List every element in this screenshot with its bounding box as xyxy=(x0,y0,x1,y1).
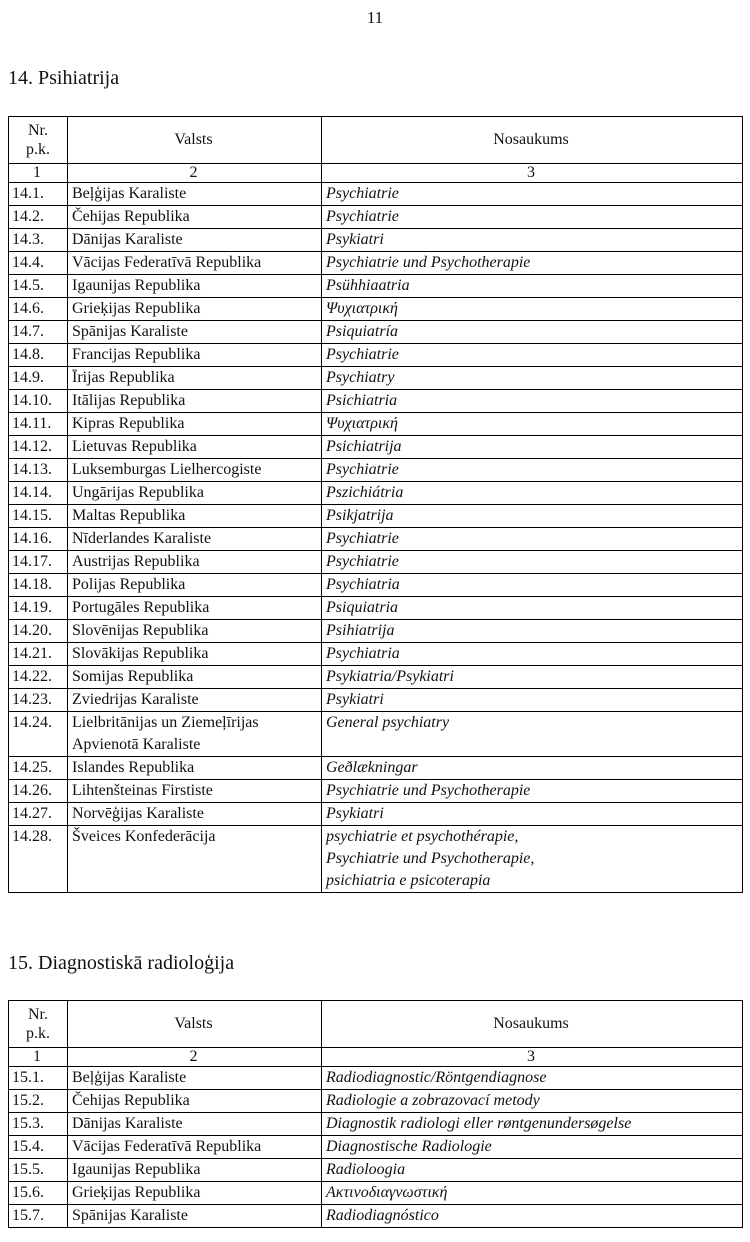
table-row xyxy=(9,275,743,298)
row-number: 14.21. xyxy=(9,643,68,666)
table-row xyxy=(9,183,743,206)
specialty-name-cell: Psiquiatria xyxy=(322,597,743,620)
specialty-name-cell: Psichiatria xyxy=(322,390,743,413)
table-row xyxy=(9,643,743,666)
country-cell: Lietuvas Republika xyxy=(68,436,322,459)
country-cell: Grieķijas Republika xyxy=(68,1182,322,1205)
psihiatrija-table xyxy=(8,116,743,893)
country-line: Lielbritānijas un Ziemeļīrijas xyxy=(72,714,259,731)
table-row xyxy=(9,597,743,620)
row-number: 15.1. xyxy=(9,1067,68,1090)
table-row xyxy=(9,229,743,252)
table-row xyxy=(9,436,743,459)
country-cell: Dānijas Karaliste xyxy=(68,229,322,252)
row-number: 15.2. xyxy=(9,1090,68,1113)
table-row xyxy=(9,1136,743,1159)
table-row xyxy=(9,528,743,551)
specialty-name-cell xyxy=(322,826,743,893)
section-title-psihiatrija: 14. Psihiatrija xyxy=(8,67,120,89)
specialty-name-cell: Psikjatrija xyxy=(322,505,743,528)
row-number: 14.11. xyxy=(9,413,68,436)
specialty-name-cell: Radiodiagnóstico xyxy=(322,1205,743,1228)
table-row xyxy=(9,780,743,803)
column-number: 1 xyxy=(9,164,68,183)
row-number: 15.3. xyxy=(9,1113,68,1136)
specialty-name-cell: Pszichiátria xyxy=(322,482,743,505)
specialty-name-cell: Psykiatri xyxy=(322,803,743,826)
specialty-name-cell: General psychiatry xyxy=(322,712,743,757)
table-row xyxy=(9,367,743,390)
specialty-name-cell: Psychiatrie xyxy=(322,183,743,206)
country-cell: Austrijas Republika xyxy=(68,551,322,574)
column-number: 1 xyxy=(9,1048,68,1067)
specialty-name-cell: Psykiatria/Psykiatri xyxy=(322,666,743,689)
table-row xyxy=(9,620,743,643)
row-number: 14.4. xyxy=(9,252,68,275)
specialty-name-cell: Psychiatrie xyxy=(322,551,743,574)
table-row xyxy=(9,803,743,826)
table-row xyxy=(9,1182,743,1205)
table-header-row xyxy=(9,117,743,164)
specialty-name-cell: Psiquiatría xyxy=(322,321,743,344)
row-number: 15.6. xyxy=(9,1182,68,1205)
specialty-name-cell: Ψυχιατρική xyxy=(322,413,743,436)
table-row xyxy=(9,826,743,893)
header-name: Nosaukums xyxy=(322,1001,743,1048)
specialty-name-cell: Psichiatrija xyxy=(322,436,743,459)
country-cell: Itālijas Republika xyxy=(68,390,322,413)
table-row xyxy=(9,390,743,413)
specialty-name-cell: Diagnostische Radiologie xyxy=(322,1136,743,1159)
table-row xyxy=(9,344,743,367)
specialty-name-cell: Psykiatri xyxy=(322,689,743,712)
specialty-name-line: psichiatria e psicoterapia xyxy=(326,872,491,889)
row-number: 14.9. xyxy=(9,367,68,390)
row-number: 14.5. xyxy=(9,275,68,298)
country-cell: Igaunijas Republika xyxy=(68,275,322,298)
row-number: 14.19. xyxy=(9,597,68,620)
specialty-name-cell: Psychiatrie xyxy=(322,528,743,551)
table-row xyxy=(9,712,743,757)
column-number: 3 xyxy=(322,164,743,183)
table-row xyxy=(9,574,743,597)
specialty-name-cell: Psychiatria xyxy=(322,574,743,597)
row-number: 14.7. xyxy=(9,321,68,344)
table-row xyxy=(9,1090,743,1113)
column-number: 2 xyxy=(68,1048,322,1067)
row-number: 14.15. xyxy=(9,505,68,528)
table-row xyxy=(9,321,743,344)
row-number: 14.20. xyxy=(9,620,68,643)
row-number: 15.7. xyxy=(9,1205,68,1228)
row-number: 14.25. xyxy=(9,757,68,780)
country-cell: Spānijas Karaliste xyxy=(68,1205,322,1228)
country-cell: Polijas Republika xyxy=(68,574,322,597)
country-cell: Čehijas Republika xyxy=(68,1090,322,1113)
country-cell: Lihtenšteinas Firstiste xyxy=(68,780,322,803)
country-cell: Maltas Republika xyxy=(68,505,322,528)
country-cell: Kipras Republika xyxy=(68,413,322,436)
country-cell: Vācijas Federatīvā Republika xyxy=(68,1136,322,1159)
specialty-name-cell: Radiologie a zobrazovací metody xyxy=(322,1090,743,1113)
row-number: 15.4. xyxy=(9,1136,68,1159)
row-number: 15.5. xyxy=(9,1159,68,1182)
row-number: 14.3. xyxy=(9,229,68,252)
row-number: 14.28. xyxy=(9,826,68,893)
table-row xyxy=(9,551,743,574)
table-row xyxy=(9,505,743,528)
specialty-name-cell: Diagnostik radiologi eller røntgenundersøgelse xyxy=(322,1113,743,1136)
country-cell: Beļģijas Karaliste xyxy=(68,1067,322,1090)
specialty-name-cell: Ακτινοδιαγνωστική xyxy=(322,1182,743,1205)
specialty-name-cell: Psychiatrie xyxy=(322,206,743,229)
row-number: 14.16. xyxy=(9,528,68,551)
column-number: 2 xyxy=(68,164,322,183)
table-row xyxy=(9,1113,743,1136)
row-number: 14.18. xyxy=(9,574,68,597)
table-row xyxy=(9,689,743,712)
diagnostiska-radiologija-table xyxy=(8,1000,743,1228)
page-number: 11 xyxy=(366,8,384,27)
specialty-name-cell: Geðlækningar xyxy=(322,757,743,780)
country-cell: Čehijas Republika xyxy=(68,206,322,229)
country-cell: Luksemburgas Lielhercogiste xyxy=(68,459,322,482)
specialty-name-cell: Psychiatrie und Psychotherapie xyxy=(322,780,743,803)
table-row xyxy=(9,1159,743,1182)
row-number: 14.10. xyxy=(9,390,68,413)
column-number-row xyxy=(9,164,743,183)
country-cell: Spānijas Karaliste xyxy=(68,321,322,344)
specialty-name-line: psychiatrie et psychothérapie, xyxy=(326,828,519,845)
header-country: Valsts xyxy=(68,117,322,164)
row-number: 14.24. xyxy=(9,712,68,757)
country-cell xyxy=(68,712,322,757)
specialty-name-cell: Psychiatria xyxy=(322,643,743,666)
country-cell: Norvēģijas Karaliste xyxy=(68,803,322,826)
country-cell: Igaunijas Republika xyxy=(68,1159,322,1182)
specialty-name-cell: Psühhiaatria xyxy=(322,275,743,298)
table-row xyxy=(9,413,743,436)
table-row xyxy=(9,757,743,780)
row-number: 14.13. xyxy=(9,459,68,482)
row-number: 14.8. xyxy=(9,344,68,367)
table-row xyxy=(9,666,743,689)
header-nr: Nr. p.k. xyxy=(9,117,68,164)
country-cell: Beļģijas Karaliste xyxy=(68,183,322,206)
specialty-name-cell: Psychiatrie xyxy=(322,459,743,482)
row-number: 14.27. xyxy=(9,803,68,826)
country-cell: Portugāles Republika xyxy=(68,597,322,620)
header-name: Nosaukums xyxy=(322,117,743,164)
country-cell: Zviedrijas Karaliste xyxy=(68,689,322,712)
country-cell: Francijas Republika xyxy=(68,344,322,367)
specialty-name-cell: Psychiatrie und Psychotherapie xyxy=(322,252,743,275)
row-number: 14.6. xyxy=(9,298,68,321)
table-row xyxy=(9,252,743,275)
country-cell: Īrijas Republika xyxy=(68,367,322,390)
country-cell: Islandes Republika xyxy=(68,757,322,780)
table-row xyxy=(9,1205,743,1228)
specialty-name-cell: Psychiatry xyxy=(322,367,743,390)
specialty-name-cell: Radiodiagnostic/Röntgendiagnose xyxy=(322,1067,743,1090)
specialty-name-line: Psychiatrie und Psychotherapie, xyxy=(326,850,535,867)
row-number: 14.26. xyxy=(9,780,68,803)
specialty-name-cell: Ψυχιατρική xyxy=(322,298,743,321)
specialty-name-cell: Radioloogia xyxy=(322,1159,743,1182)
row-number: 14.1. xyxy=(9,183,68,206)
table-row xyxy=(9,459,743,482)
row-number: 14.23. xyxy=(9,689,68,712)
country-cell: Šveices Konfederācija xyxy=(68,826,322,893)
country-cell: Ungārijas Republika xyxy=(68,482,322,505)
table-row xyxy=(9,206,743,229)
column-number: 3 xyxy=(322,1048,743,1067)
section-title-diagnostiska-radiologija: 15. Diagnostiskā radioloģija xyxy=(8,952,235,974)
country-cell: Vācijas Federatīvā Republika xyxy=(68,252,322,275)
row-number: 14.14. xyxy=(9,482,68,505)
country-cell: Dānijas Karaliste xyxy=(68,1113,322,1136)
specialty-name-cell: Psykiatri xyxy=(322,229,743,252)
row-number: 14.17. xyxy=(9,551,68,574)
table-row xyxy=(9,482,743,505)
specialty-name-cell: Psihiatrija xyxy=(322,620,743,643)
row-number: 14.2. xyxy=(9,206,68,229)
country-cell: Slovēnijas Republika xyxy=(68,620,322,643)
country-cell: Grieķijas Republika xyxy=(68,298,322,321)
header-country: Valsts xyxy=(68,1001,322,1048)
header-nr: Nr. p.k. xyxy=(9,1001,68,1048)
row-number: 14.22. xyxy=(9,666,68,689)
row-number: 14.12. xyxy=(9,436,68,459)
country-cell: Somijas Republika xyxy=(68,666,322,689)
table-row xyxy=(9,1067,743,1090)
country-line: Apvienotā Karaliste xyxy=(72,736,201,753)
country-cell: Slovākijas Republika xyxy=(68,643,322,666)
specialty-name-cell: Psychiatrie xyxy=(322,344,743,367)
column-number-row xyxy=(9,1048,743,1067)
country-cell: Nīderlandes Karaliste xyxy=(68,528,322,551)
table-row xyxy=(9,298,743,321)
table-header-row xyxy=(9,1001,743,1048)
